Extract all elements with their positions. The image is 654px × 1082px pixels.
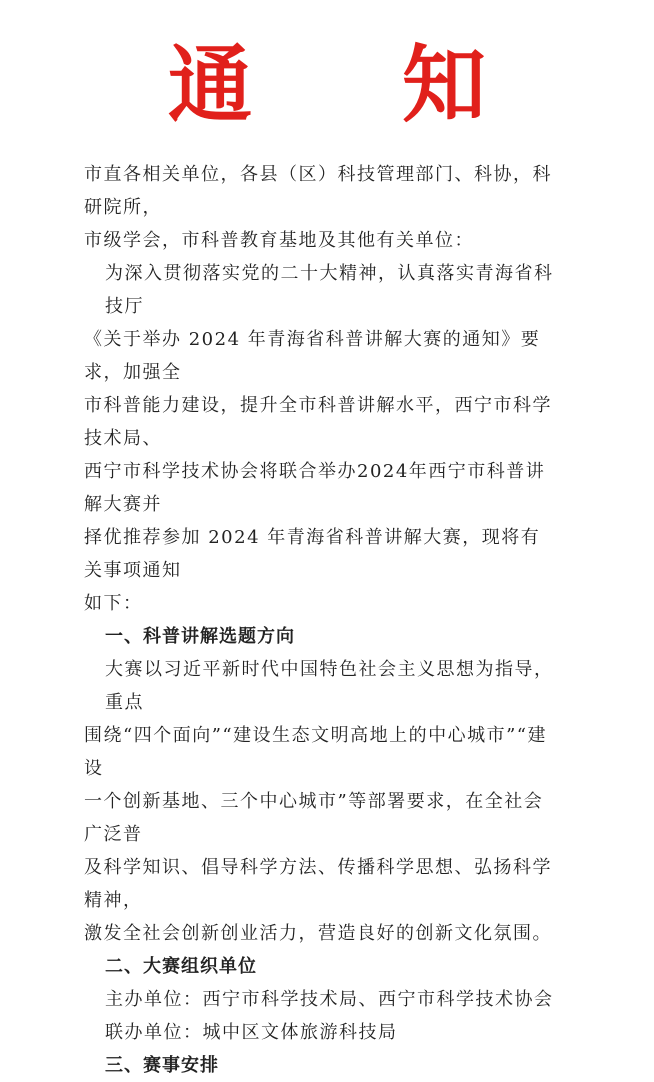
section1-paragraph-line: 一个创新基地、三个中心城市”等部署要求，在全社会广泛普 (84, 791, 544, 845)
section-heading-3: 三、赛事安排 (105, 1055, 219, 1076)
addressee-line: 市级学会，市科普教育基地及其他有关单位： (84, 230, 474, 251)
addressee-line: 市直各相关单位，各县（区）科技管理部门、科协，科研院所， (84, 164, 552, 218)
document-body (84, 158, 554, 1082)
section1-paragraph-line: 激发全社会创新创业活力，营造良好的创新文化氛围。 (84, 923, 552, 944)
section1-paragraph-line: 大赛以习近平新时代中国特色社会主义思想为指导，重点 (105, 659, 554, 713)
intro-paragraph-line: 《关于举办 2024 年青海省科普讲解大赛的通知》要求，加强全 (84, 329, 541, 383)
section-heading-2: 二、大赛组织单位 (105, 956, 257, 977)
section1-paragraph-line: 围绕“四个面向”“建设生态文明高地上的中心城市”“建设 (84, 725, 548, 779)
intro-paragraph-line: 如下： (84, 593, 143, 614)
host-organizer-line: 主办单位：西宁市科学技术局、西宁市科学技术协会 (105, 989, 554, 1010)
title-char-2: 知 (402, 35, 487, 134)
intro-paragraph-line: 为深入贯彻落实党的二十大精神，认真落实青海省科技厅 (105, 263, 554, 317)
intro-paragraph-line: 西宁市科学技术协会将联合举办2024年西宁市科普讲解大赛并 (84, 461, 546, 515)
co-organizer-line: 联办单位：城中区文体旅游科技局 (105, 1022, 398, 1043)
notice-title (0, 35, 654, 134)
intro-paragraph-line: 市科普能力建设，提升全市科普讲解水平，西宁市科学技术局、 (84, 395, 552, 449)
intro-paragraph-line: 择优推荐参加 2024 年青海省科普讲解大赛，现将有关事项通知 (84, 527, 541, 581)
section-heading-1: 一、科普讲解选题方向 (105, 626, 295, 647)
title-char-1: 通 (167, 35, 252, 134)
section1-paragraph-line: 及科学知识、倡导科学方法、传播科学思想、弘扬科学精神， (84, 857, 552, 911)
